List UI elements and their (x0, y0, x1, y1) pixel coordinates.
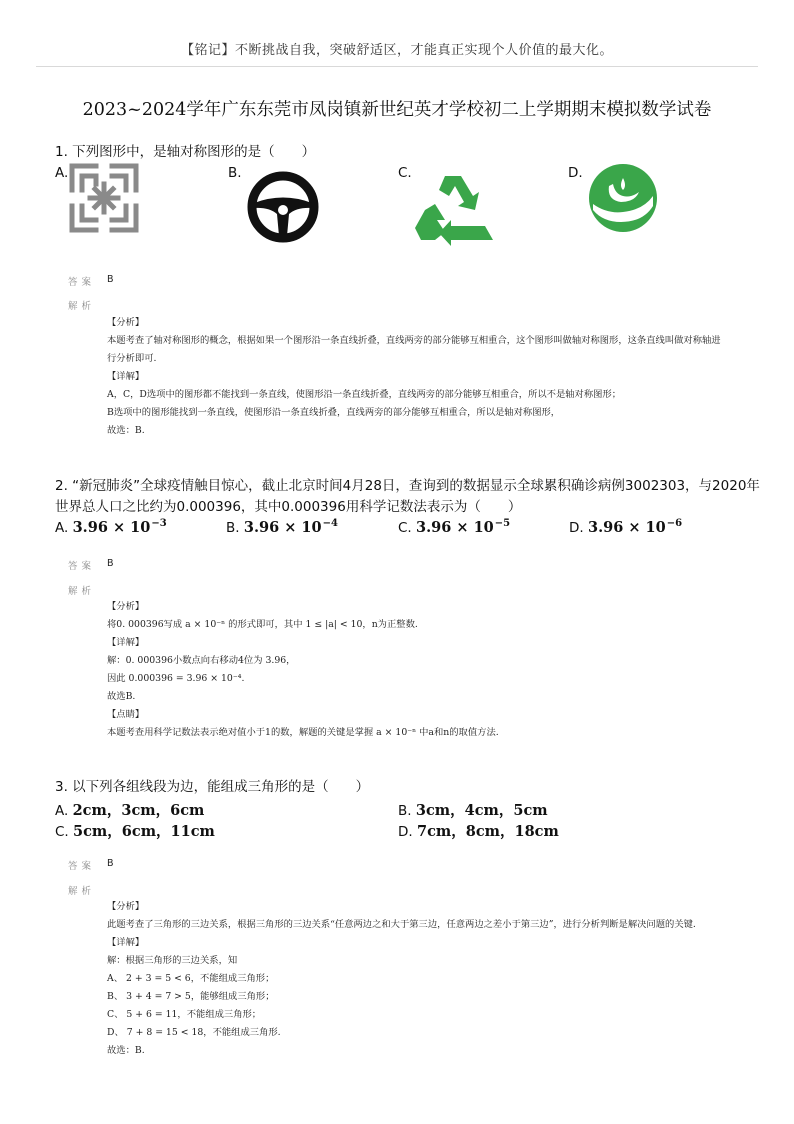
explanation-line: D、 7 + 8 = 15 < 18，不能组成三角形. (107, 1027, 281, 1038)
explanation-line: A，C，D选项中的图形都不能找到一条直线，使图形沿一条直线折叠，直线两旁的部分能够互相重合，所以不是轴对称图形； (107, 389, 622, 400)
q1-option-c-letter: C. (398, 165, 412, 181)
water-drop-circle-logo (587, 162, 659, 234)
explanation-line: 【分析】 (107, 601, 145, 612)
q3-answer-value: B (107, 858, 114, 869)
explanation-line: 【点睛】 (107, 709, 145, 720)
option-value: 3cm，4cm，5cm (415, 802, 548, 819)
explanation-line: 本题考查了轴对称图形的概念，根据如果一个图形沿一条直线折叠，直线两旁的部分能够互相重合，这个图形叫做轴对称图形，这条直线叫做对称轴进行分析即可. (107, 335, 721, 364)
explanation-line: 解：根据三角形的三边关系，知 (107, 955, 238, 966)
explanation-line: 故选：B. (107, 425, 145, 436)
explanation-line: 将0. 000396写成 a × 10⁻ⁿ 的形式即可，其中 1 ≤ |a| < 10，n为正整数. (107, 619, 418, 630)
q3-option-b (398, 799, 548, 820)
explanation-line: 此题考查了三角形的三边关系，根据三角形的三边关系“任意两边之和大于第三边，任意两边之差小于第三边”，进行分析判断是解决问题的关键. (107, 919, 696, 930)
option-value: $3.96 \times 10^{-4}$ (243, 518, 338, 536)
q2-option-a (55, 518, 167, 536)
explanation-line: 【分析】 (107, 901, 145, 912)
q2-analysis-label: 解析 (68, 586, 96, 597)
explanation-line: A、 2 + 3 = 5 < 6，不能组成三角形； (107, 973, 275, 984)
option-value: 7cm，8cm，18cm (416, 823, 559, 840)
recycle-icon (415, 170, 495, 246)
option-letter: B. (226, 520, 240, 536)
explanation-line: 【详解】 (107, 371, 145, 382)
explanation-line: B选项中的图形能找到一条直线，使图形沿一条直线折叠，直线两旁的部分能够互相重合，所以是轴对称图形， (107, 407, 561, 418)
option-value: 5cm，6cm，11cm (73, 823, 215, 840)
explanation-line: 解：0. 000396小数点向右移动4位为 3.96， (107, 655, 296, 666)
explanation-line: 故选B. (107, 691, 136, 702)
explanation-line: 因此 0.000396 = 3.96 × 10⁻⁴. (107, 673, 245, 684)
q2-option-b (226, 518, 338, 536)
q1-explanation (107, 314, 725, 440)
option-value: $3.96 \times 10^{-3}$ (72, 518, 167, 536)
q1-option-a-letter: A. (55, 165, 69, 181)
q1-option-b-letter: B. (228, 165, 242, 181)
explanation-line: 本题考查用科学记数法表示绝对值小于1的数，解题的关键是掌握 a × 10⁻ⁿ 中a和n的取值方法. (107, 727, 499, 738)
q2-option-d (569, 518, 682, 536)
q3-option-d (398, 820, 559, 841)
option-letter: D. (398, 824, 413, 840)
header-divider (36, 66, 758, 67)
explanation-line: 【详解】 (107, 637, 145, 648)
q3-answer-label: 答案 (68, 861, 96, 872)
option-value: $3.96 \times 10^{-6}$ (587, 518, 683, 536)
q1-stem: 1. 下列图形中，是轴对称图形的是（ ） (55, 144, 316, 160)
explanation-line: B、 3 + 4 = 7 > 5，能够组成三角形； (107, 991, 275, 1002)
explanation-line: C、 5 + 6 = 11，不能组成三角形； (107, 1009, 262, 1020)
steering-wheel-icon (245, 170, 321, 246)
q1-answer-label: 答案 (68, 277, 96, 288)
q1-answer-value: B (107, 274, 114, 285)
option-letter: C. (398, 520, 412, 536)
q3-explanation (107, 898, 725, 1060)
option-letter: A. (55, 803, 69, 819)
square-cross-emblem (66, 160, 142, 236)
option-letter: B. (398, 803, 412, 819)
motto-banner: 【铭记】不断挑战自我，突破舒适区，才能真正实现个人价值的最大化。 (180, 43, 613, 58)
q3-option-a (55, 799, 204, 820)
q2-stem-line2: 世界总人口之比约为0.000396，其中0.000396用科学记数法表示为（ ） (55, 499, 522, 515)
q3-option-c (55, 820, 215, 841)
q2-answer-value: B (107, 558, 114, 569)
option-letter: A. (55, 520, 69, 536)
option-letter: D. (569, 520, 584, 536)
page-title: 2023~2024学年广东东莞市凤岗镇新世纪英才学校初二上学期期末模拟数学试卷 (82, 100, 712, 120)
q2-option-c (398, 518, 510, 536)
explanation-line: 故选：B. (107, 1045, 145, 1056)
q1-option-d-letter: D. (568, 165, 583, 181)
q3-stem: 3. 以下列各组线段为边，能组成三角形的是（ ） (55, 779, 370, 795)
explanation-line: 【详解】 (107, 937, 145, 948)
option-letter: C. (55, 824, 69, 840)
q2-answer-label: 答案 (68, 561, 96, 572)
q1-analysis-label: 解析 (68, 301, 96, 312)
option-value: 2cm，3cm，6cm (72, 802, 205, 819)
explanation-line: 【分析】 (107, 317, 145, 328)
option-value: $3.96 \times 10^{-5}$ (416, 518, 511, 536)
q2-stem-line1: 2. “新冠肺炎”全球疫情触目惊心，截止北京时间4月28日，查询到的数据显示全球累积确诊病例3002303，与2020年 (55, 478, 760, 494)
q2-explanation (107, 598, 725, 742)
q3-analysis-label: 解析 (68, 886, 96, 897)
